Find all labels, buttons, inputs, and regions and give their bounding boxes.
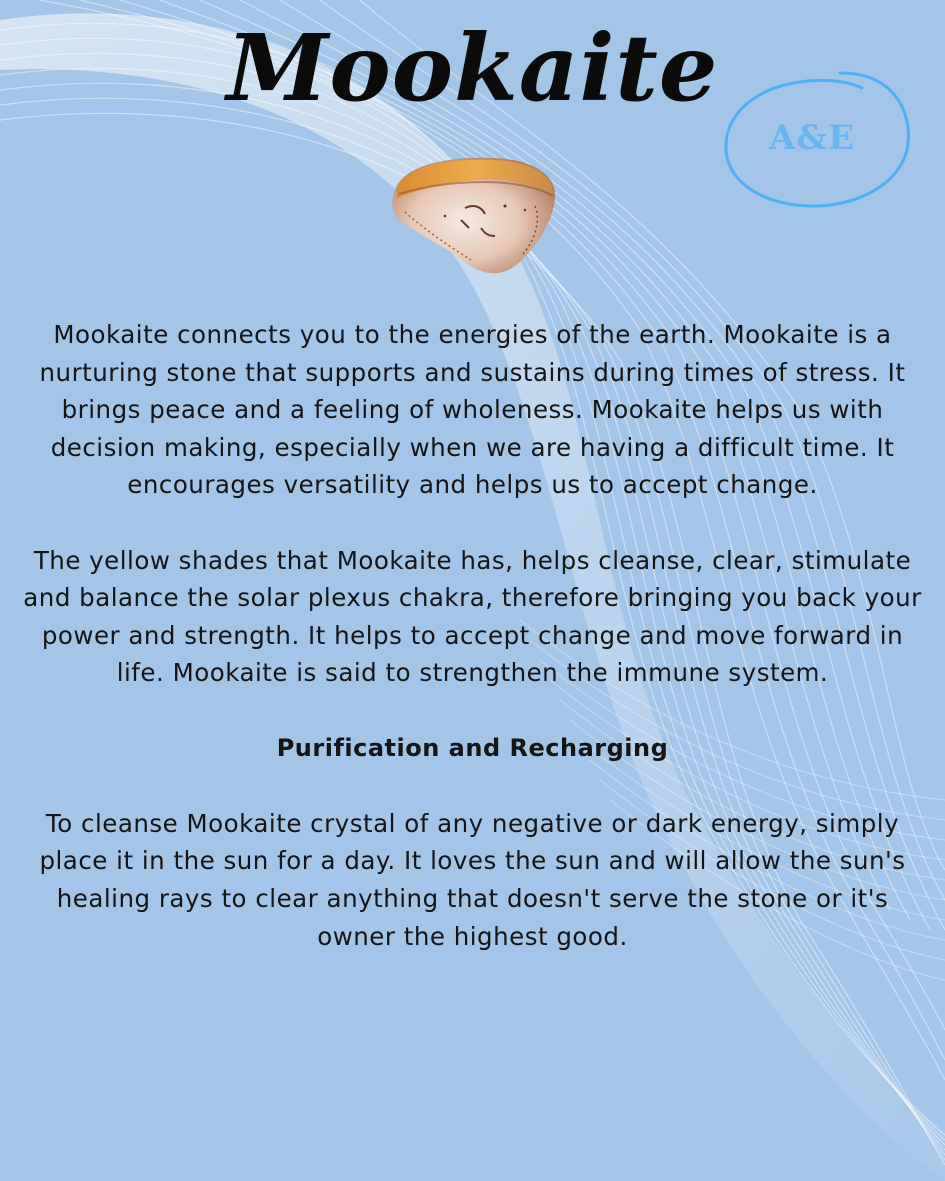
chakra-paragraph: The yellow shades that Mookaite has, helps cleanse, clear, stimulate and balance the solar plexus chakra, therefore bringing you back your power and strength. It helps to accept change and move forward in life. Mookaite is said to strengthen the immune system. [23, 545, 922, 688]
intro-paragraph: Mookaite connects you to the energies of the earth. Mookaite is a nurturing stone that supports and sustains during times of stress. It brings peace and a feeling of wholeness. Mookaite helps us with decision making, especially when we are having a difficult time. It encourages versatility and helps us to accept change. [39, 320, 906, 500]
paragraph-spacer [20, 767, 925, 805]
cleansing-paragraph: To cleanse Mookaite crystal of any negative or dark energy, simply place it in the sun for a day. It loves the sun and will allow the sun's healing rays to clear anything that doesn't serve the stone or it's owner the highest good. [39, 808, 906, 951]
page-title: Mookaite [226, 14, 719, 122]
paragraph-spacer [20, 504, 925, 542]
description-text [20, 316, 925, 955]
paragraph-spacer [20, 692, 925, 730]
logo-text: A&E [769, 118, 855, 158]
purification-heading: Purification and Recharging [276, 733, 669, 762]
mookaite-stone-image [385, 150, 563, 280]
